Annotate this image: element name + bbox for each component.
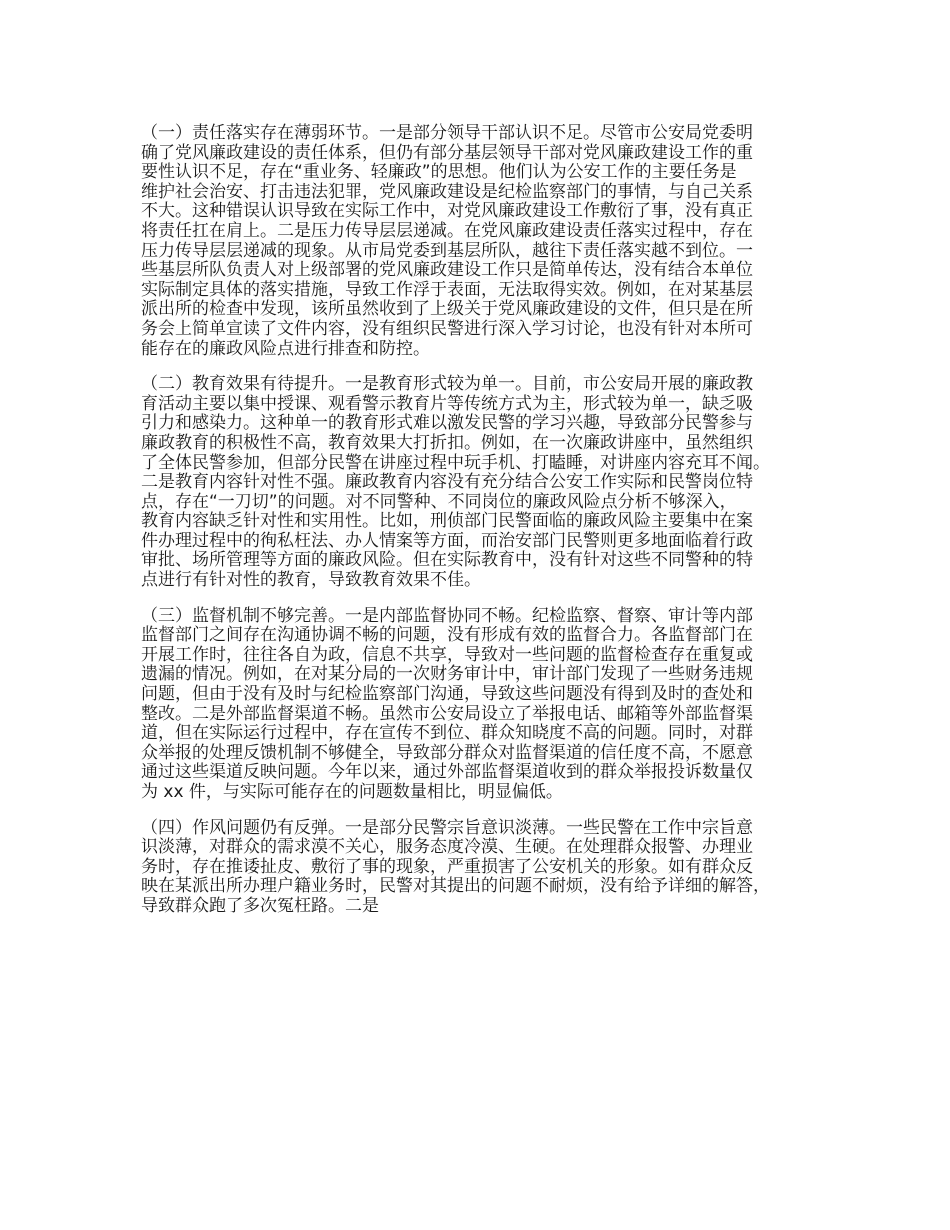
text-line: 识淡薄，对群众的需求漠不关心，服务态度冷漠、生硬。在处理群众报警、办理业 xyxy=(141,837,753,858)
text-line: 育活动主要以集中授课、观看警示教育片等传统方式为主，形式较为单一，缺乏吸 xyxy=(141,393,753,414)
paragraph-work-style xyxy=(141,819,831,917)
text-line: （一）责任落实存在薄弱环节。一是部分领导干部认识不足。尽管市公安局党委明 xyxy=(141,123,753,143)
text-line: 不大。这种错误认识导致在实际工作中，对党风廉政建设工作敷衍了事，没有真正 xyxy=(141,201,753,222)
text-line: 导致群众跑了多次冤枉路。二是 xyxy=(141,895,379,916)
text-line: 点进行有针对性的教育，导致教育效果不佳。 xyxy=(141,570,481,591)
text-line: 二是教育内容针对性不强。廉政教育内容没有充分结合公安工作实际和民警岗位特 xyxy=(141,472,753,493)
text-line: 维护社会治安、打击违法犯罪，党风廉政建设是纪检监察部门的事情，与自己关系 xyxy=(141,181,753,202)
text-line: 为 xx 件，与实际可能存在的问题数量相比，明显偏低。 xyxy=(141,782,563,802)
text-line: 务会上简单宣读了文件内容，没有组织民警进行深入学习讨论，也没有针对本所可 xyxy=(141,318,753,339)
text-line: 遗漏的情况。例如，在对某分局的一次财务审计中，审计部门发现了一些财务违规 xyxy=(141,664,753,685)
text-line: 能存在的廉政风险点进行排查和防控。 xyxy=(141,338,430,359)
text-line: 廉政教育的积极性不高，教育效果大打折扣。例如，在一次廉政讲座中，虽然组织 xyxy=(141,432,753,453)
paragraph-education xyxy=(141,375,831,591)
text-line: 问题，但由于没有及时与纪检监察部门沟通，导致这些问题没有得到及时的查处和 xyxy=(141,684,753,705)
text-line: 道，但在实际运行过程中，存在宣传不到位、群众知晓度不高的问题。同时，对群 xyxy=(141,723,753,744)
text-line: 务时，存在推诿扯皮、敷衍了事的现象，严重损害了公安机关的形象。如有群众反 xyxy=(141,856,753,877)
text-line: 通过这些渠道反映问题。今年以来，通过外部监督渠道收到的群众举报投诉数量仅 xyxy=(141,762,753,783)
text-line: 压力传导层层递减的现象。从市局党委到基层所队，越往下责任落实越不到位。一 xyxy=(141,240,753,261)
text-line: 些基层所队负责人对上级部署的党风廉政建设工作只是简单传达，没有结合本单位 xyxy=(141,260,753,281)
paragraph-supervision xyxy=(141,607,831,803)
text-line: （三）监督机制不够完善。一是内部监督协同不畅。纪检监察、督察、审计等内部 xyxy=(141,605,753,626)
text-line: 开展工作时，往往各自为政，信息不共享，导致对一些问题的监督检查存在重复或 xyxy=(141,644,753,665)
text-line: 将责任扛在肩上。二是压力传导层层递减。在党风廉政建设责任落实过程中，存在 xyxy=(141,220,753,241)
text-line: 审批、场所管理等方面的廉政风险。但在实际教育中，没有针对这些不同警种的特 xyxy=(141,550,753,571)
text-line: 映在某派出所办理户籍业务时，民警对其提出的问题不耐烦，没有给予详细的解答， xyxy=(141,876,770,897)
text-line: （四）作风问题仍有反弹。一是部分民警宗旨意识淡薄。一些民警在工作中宗旨意 xyxy=(141,817,753,838)
paragraph-responsibility xyxy=(141,124,831,359)
document-body xyxy=(141,124,831,933)
text-line: 确了党风廉政建设的责任体系，但仍有部分基层领导干部对党风廉政建设工作的重 xyxy=(141,142,753,163)
text-line: 监督部门之间存在沟通协调不畅的问题，没有形成有效的监督合力。各监督部门在 xyxy=(141,625,753,646)
text-line: 派出所的检查中发现，该所虽然收到了上级关于党风廉政建设的文件，但只是在所 xyxy=(141,299,753,320)
text-line: 众举报的处理反馈机制不够健全，导致部分群众对监督渠道的信任度不高，不愿意 xyxy=(141,742,753,763)
text-line: 教育内容缺乏针对性和实用性。比如，刑侦部门民警面临的廉政风险主要集中在案 xyxy=(141,511,753,532)
text-line: 了全体民警参加，但部分民警在讲座过程中玩手机、打瞌睡，对讲座内容充耳不闻。 xyxy=(141,452,770,473)
text-line: 件办理过程中的徇私枉法、办人情案等方面，而治安部门民警则更多地面临着行政 xyxy=(141,530,753,551)
text-line: 实际制定具体的落实措施，导致工作浮于表面，无法取得实效。例如，在对某基层 xyxy=(141,279,753,300)
text-line: （二）教育效果有待提升。一是教育形式较为单一。目前，市公安局开展的廉政教 xyxy=(141,374,753,395)
text-line: 要性认识不足，存在“重业务、轻廉政”的思想。他们认为公安工作的主要任务是 xyxy=(141,162,737,183)
text-line: 引力和感染力。这种单一的教育形式难以激发民警的学习兴趣，导致部分民警参与 xyxy=(141,413,753,434)
text-line: 点，存在“一刀切”的问题。对不同警种、不同岗位的廉政风险点分析不够深入， xyxy=(141,491,737,512)
text-line: 整改。二是外部监督渠道不畅。虽然市公安局设立了举报电话、邮箱等外部监督渠 xyxy=(141,703,753,724)
